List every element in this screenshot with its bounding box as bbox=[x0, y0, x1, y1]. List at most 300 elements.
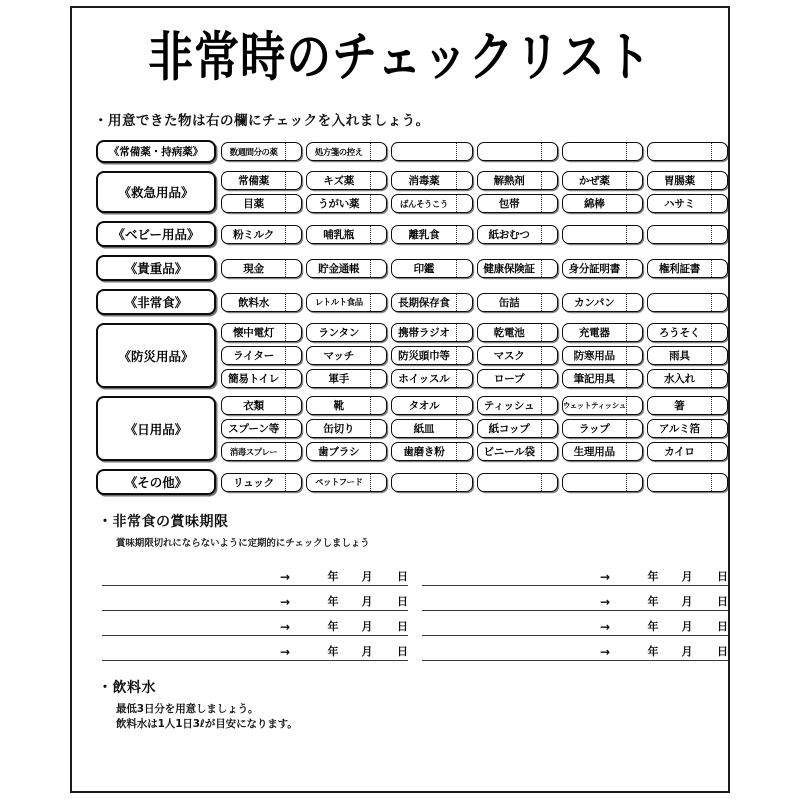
category-label: 《救急用品》 bbox=[96, 171, 216, 213]
expiry-date-entry[interactable] bbox=[102, 636, 408, 661]
category-items bbox=[221, 323, 728, 388]
checklist-item[interactable] bbox=[562, 442, 643, 461]
checklist-item-label: 歯磨き粉 bbox=[403, 446, 445, 458]
checklist-item[interactable] bbox=[477, 259, 558, 278]
checklist-item-label: 貯金通帳 bbox=[318, 262, 360, 275]
checklist-item[interactable] bbox=[647, 225, 728, 244]
checklist-item-checkbox[interactable] bbox=[541, 443, 557, 460]
checklist-item[interactable] bbox=[391, 369, 472, 388]
category-label: 《貴重品》 bbox=[96, 255, 216, 281]
checklist-item-checkbox[interactable] bbox=[711, 143, 727, 160]
checklist-item-label: 権利証書 bbox=[658, 262, 701, 275]
checklist-item-label bbox=[648, 226, 711, 243]
checklist-item-label: 水入れ bbox=[663, 373, 695, 385]
checklist-item[interactable] bbox=[647, 323, 728, 342]
checklist-item-label: 現金 bbox=[243, 262, 264, 275]
checklist-item[interactable] bbox=[221, 259, 302, 278]
checklist-item-checkbox[interactable] bbox=[370, 172, 386, 189]
item-row bbox=[221, 194, 728, 213]
checklist-item-checkbox[interactable] bbox=[626, 195, 642, 212]
checklist-item-label: キズ薬 bbox=[323, 175, 355, 187]
expiry-date-entry[interactable] bbox=[102, 561, 408, 586]
checklist-item-checkbox[interactable] bbox=[285, 195, 301, 212]
checklist-item-label: ランタン bbox=[318, 327, 360, 339]
checklist-item-checkbox[interactable] bbox=[626, 294, 642, 311]
item-row bbox=[221, 142, 728, 161]
category-label: 《その他》 bbox=[96, 469, 216, 495]
checklist-item-label: 缶切り bbox=[323, 423, 355, 435]
checklist-item[interactable] bbox=[562, 171, 643, 190]
expiry-section bbox=[72, 511, 728, 661]
category-label: 《日用品》 bbox=[96, 396, 216, 461]
checklist-item-label: ビニール袋 bbox=[483, 446, 535, 458]
checklist-item-label: 衣類 bbox=[243, 400, 264, 412]
water-line-1: 最低3日分を用意しましょう。 bbox=[116, 703, 259, 715]
checklist-item-label: 缶詰 bbox=[498, 296, 520, 309]
category-label: 《防災用品》 bbox=[96, 323, 216, 388]
checklist-item-label: スプーン等 bbox=[228, 423, 280, 435]
checklist-item-label: 防災頭巾等 bbox=[398, 350, 450, 362]
checklist-item[interactable] bbox=[306, 473, 387, 492]
checklist-item[interactable] bbox=[562, 293, 643, 312]
checklist-item-label: 粉ミルク bbox=[233, 228, 275, 241]
checklist-item-checkbox[interactable] bbox=[456, 347, 472, 364]
checklist-item-label: 紙コップ bbox=[488, 423, 530, 435]
checklist-category-row bbox=[96, 323, 728, 388]
date-unit-month: 月 bbox=[361, 595, 373, 608]
checklist-item-label: 筆記用具 bbox=[573, 373, 615, 385]
category-items bbox=[221, 171, 728, 213]
checklist-item-checkbox[interactable] bbox=[456, 143, 472, 160]
checklist-item-label: 簡易トイレ bbox=[228, 373, 280, 385]
checklist-item-label: カイロ bbox=[664, 446, 695, 458]
category-items bbox=[221, 469, 728, 495]
checklist-item-checkbox[interactable] bbox=[711, 397, 727, 414]
checklist-item[interactable] bbox=[306, 259, 387, 278]
checklist-item[interactable] bbox=[391, 259, 472, 278]
checklist-item[interactable] bbox=[306, 346, 387, 365]
checklist-item[interactable] bbox=[306, 142, 387, 161]
checklist-item-checkbox[interactable] bbox=[626, 370, 642, 387]
checklist-item-checkbox[interactable] bbox=[370, 443, 386, 460]
checklist-item-checkbox[interactable] bbox=[456, 420, 472, 437]
expiry-date-entry[interactable] bbox=[422, 611, 728, 636]
checklist-item-checkbox[interactable] bbox=[456, 397, 472, 414]
checklist-item[interactable] bbox=[562, 259, 643, 278]
checklist-item-checkbox[interactable] bbox=[626, 226, 642, 243]
checklist-item[interactable] bbox=[477, 369, 558, 388]
checklist-item-checkbox[interactable] bbox=[541, 172, 557, 189]
checklist-item-label: ハサミ bbox=[663, 198, 695, 210]
checklist-item-checkbox[interactable] bbox=[711, 172, 727, 189]
category-items bbox=[221, 289, 728, 315]
checklist-item-label: ペットフード bbox=[315, 477, 363, 487]
date-unit-year: 年 bbox=[647, 595, 659, 608]
date-unit-year: 年 bbox=[647, 570, 659, 583]
checklist-item-label: 包帯 bbox=[498, 198, 520, 210]
checklist-item-label: リュック bbox=[233, 476, 275, 489]
checklist-item[interactable] bbox=[391, 323, 472, 342]
checklist-item-label: ロープ bbox=[493, 373, 525, 385]
checklist-item[interactable] bbox=[477, 419, 558, 438]
page-title: 非常時のチェックリスト bbox=[148, 25, 652, 88]
date-unit-year: 年 bbox=[327, 620, 339, 633]
checklist-item[interactable] bbox=[391, 442, 472, 461]
checklist-item-checkbox[interactable] bbox=[541, 195, 557, 212]
checklist-item-label: 靴 bbox=[333, 400, 344, 412]
checklist-item-checkbox[interactable] bbox=[541, 324, 557, 341]
checklist-item[interactable] bbox=[221, 473, 302, 492]
checklist-item[interactable] bbox=[562, 194, 643, 213]
checklist-item-checkbox[interactable] bbox=[626, 397, 642, 414]
checklist-item-label: 目薬 bbox=[243, 198, 264, 210]
checklist-item-label: 解熱剤 bbox=[493, 175, 525, 187]
checklist-item-checkbox[interactable] bbox=[711, 226, 727, 243]
checklist-item[interactable] bbox=[477, 323, 558, 342]
checklist-item-label: かぜ薬 bbox=[578, 175, 610, 187]
checklist-item-label: 健康保険証 bbox=[483, 262, 535, 275]
checklist-item[interactable] bbox=[306, 396, 387, 415]
checklist-item[interactable] bbox=[647, 346, 728, 365]
checklist-item-label bbox=[478, 143, 541, 160]
checklist-item[interactable] bbox=[562, 346, 643, 365]
date-unit-year: 年 bbox=[327, 570, 339, 583]
arrow-icon: → bbox=[279, 645, 290, 659]
checklist-item-label: マスク bbox=[493, 350, 525, 362]
date-unit-year: 年 bbox=[327, 595, 339, 608]
checklist-item[interactable] bbox=[647, 396, 728, 415]
date-unit-day: 日 bbox=[717, 595, 728, 608]
checklist-item-checkbox[interactable] bbox=[541, 347, 557, 364]
category-items bbox=[221, 140, 728, 163]
checklist-item-checkbox[interactable] bbox=[711, 420, 727, 437]
checklist-item[interactable] bbox=[477, 194, 558, 213]
checklist-item[interactable] bbox=[477, 171, 558, 190]
checklist-item[interactable] bbox=[221, 346, 302, 365]
checklist-item-label: 身分証明書 bbox=[568, 262, 621, 275]
checklist-item[interactable] bbox=[477, 142, 558, 161]
checklist-item[interactable] bbox=[391, 473, 472, 492]
checklist-item-checkbox[interactable] bbox=[626, 420, 642, 437]
checklist-item-label: ばんそうこう bbox=[400, 198, 448, 209]
checklist-item-checkbox[interactable] bbox=[711, 474, 727, 491]
checklist-category-row bbox=[96, 396, 728, 461]
expiry-date-entry[interactable] bbox=[102, 586, 408, 611]
checklist-item-checkbox[interactable] bbox=[711, 443, 727, 460]
arrow-icon: → bbox=[599, 570, 610, 584]
checklist-item[interactable] bbox=[647, 369, 728, 388]
item-row bbox=[221, 396, 728, 415]
checklist-item-checkbox[interactable] bbox=[456, 370, 472, 387]
checklist-item-checkbox[interactable] bbox=[285, 474, 301, 491]
date-unit-day: 日 bbox=[397, 570, 408, 583]
checklist-item-label: 充電器 bbox=[578, 327, 610, 339]
expiry-heading: ・非常食の賞味期限 bbox=[98, 514, 229, 530]
checklist-item-label: 消毒薬 bbox=[408, 175, 440, 187]
checklist-item[interactable] bbox=[647, 259, 728, 278]
checklist-item[interactable] bbox=[221, 171, 302, 190]
checklist-item-checkbox[interactable] bbox=[456, 324, 472, 341]
checklist-item[interactable] bbox=[306, 369, 387, 388]
expiry-date-entry[interactable] bbox=[422, 561, 728, 586]
checklist-item[interactable] bbox=[647, 442, 728, 461]
expiry-date-column bbox=[102, 561, 408, 661]
checklist-item-checkbox[interactable] bbox=[285, 397, 301, 414]
category-label: 《非常食》 bbox=[96, 289, 216, 315]
checklist-item-checkbox[interactable] bbox=[626, 143, 642, 160]
checklist-item[interactable] bbox=[306, 171, 387, 190]
checklist-item-label: 乾電池 bbox=[493, 327, 525, 339]
checklist-item[interactable] bbox=[562, 396, 643, 415]
checklist-item-checkbox[interactable] bbox=[285, 347, 301, 364]
checklist-item[interactable] bbox=[477, 293, 558, 312]
checklist-item-checkbox[interactable] bbox=[626, 260, 642, 277]
date-unit-month: 月 bbox=[681, 620, 693, 633]
checklist-item-checkbox[interactable] bbox=[711, 324, 727, 341]
checklist-item-label: マッチ bbox=[323, 350, 354, 362]
checklist-item-label: 離乳食 bbox=[408, 228, 440, 241]
checklist-item[interactable] bbox=[477, 442, 558, 461]
checklist-item-checkbox[interactable] bbox=[626, 324, 642, 341]
checklist-item-checkbox[interactable] bbox=[456, 195, 472, 212]
date-unit-day: 日 bbox=[717, 620, 728, 633]
checklist-item[interactable] bbox=[221, 369, 302, 388]
checklist-item[interactable] bbox=[562, 323, 643, 342]
checklist-item-label bbox=[648, 474, 711, 491]
checklist-item[interactable] bbox=[391, 396, 472, 415]
checklist-item[interactable] bbox=[391, 171, 472, 190]
checklist-item[interactable] bbox=[647, 171, 728, 190]
checklist-item[interactable] bbox=[477, 473, 558, 492]
checklist-item-label: 常備薬 bbox=[238, 175, 270, 187]
date-unit-year: 年 bbox=[327, 645, 339, 658]
checklist-item[interactable] bbox=[221, 225, 302, 244]
checklist-item-checkbox[interactable] bbox=[541, 420, 557, 437]
checklist-item[interactable] bbox=[477, 396, 558, 415]
date-unit-day: 日 bbox=[397, 595, 408, 608]
expiry-date-entry[interactable] bbox=[102, 611, 408, 636]
item-row bbox=[221, 225, 728, 244]
item-row bbox=[221, 419, 728, 438]
checklist-item[interactable] bbox=[647, 194, 728, 213]
checklist-item[interactable] bbox=[221, 142, 302, 161]
arrow-icon: → bbox=[599, 645, 610, 659]
checklist-item[interactable] bbox=[647, 473, 728, 492]
checklist-item[interactable] bbox=[221, 419, 302, 438]
checklist-item[interactable] bbox=[306, 194, 387, 213]
date-unit-month: 月 bbox=[361, 620, 373, 633]
checklist-item-checkbox[interactable] bbox=[285, 294, 301, 311]
checklist-item-label bbox=[648, 294, 711, 311]
checklist-item-label: ラップ bbox=[578, 423, 610, 435]
item-row bbox=[221, 323, 728, 342]
checklist-item[interactable] bbox=[221, 323, 302, 342]
checklist-item[interactable] bbox=[562, 419, 643, 438]
checklist-item-checkbox[interactable] bbox=[370, 397, 386, 414]
date-unit-month: 月 bbox=[681, 595, 693, 608]
date-unit-year: 年 bbox=[647, 645, 659, 658]
checklist-item-checkbox[interactable] bbox=[541, 397, 557, 414]
date-unit-month: 月 bbox=[681, 570, 693, 583]
expiry-date-grid bbox=[102, 561, 728, 661]
water-body bbox=[116, 702, 728, 732]
checklist-item-label: タオル bbox=[408, 400, 440, 412]
checklist-item-label: 携帯ラジオ bbox=[398, 327, 450, 339]
checklist-item[interactable] bbox=[221, 194, 302, 213]
checklist-item-checkbox[interactable] bbox=[711, 294, 727, 311]
item-row bbox=[221, 171, 728, 190]
checklist-item-label bbox=[392, 474, 455, 491]
checklist-item-label bbox=[563, 226, 626, 243]
checklist-item[interactable] bbox=[221, 396, 302, 415]
checklist-item-label: 数週間分の薬 bbox=[229, 146, 278, 157]
checklist-item[interactable] bbox=[391, 346, 472, 365]
checklist-item[interactable] bbox=[306, 419, 387, 438]
checklist-item[interactable] bbox=[477, 346, 558, 365]
checklist-item-checkbox[interactable] bbox=[370, 294, 386, 311]
checklist-item-checkbox[interactable] bbox=[285, 172, 301, 189]
checklist-item-checkbox[interactable] bbox=[626, 347, 642, 364]
checklist-item[interactable] bbox=[306, 323, 387, 342]
checklist-item[interactable] bbox=[391, 419, 472, 438]
checklist-item-checkbox[interactable] bbox=[370, 143, 386, 160]
checklist-item-label: 綿棒 bbox=[583, 198, 605, 210]
checklist-item-checkbox[interactable] bbox=[541, 370, 557, 387]
checklist-item[interactable] bbox=[391, 142, 472, 161]
checklist-item-label: 印鑑 bbox=[413, 262, 435, 275]
date-unit-month: 月 bbox=[361, 645, 373, 658]
checklist-item-checkbox[interactable] bbox=[541, 474, 557, 491]
checklist-item-label: 懐中電灯 bbox=[232, 327, 275, 339]
checklist-item-checkbox[interactable] bbox=[285, 324, 301, 341]
water-line-2: 飲料水は1人1日3ℓが目安になります。 bbox=[116, 718, 298, 731]
item-row bbox=[221, 259, 728, 278]
checklist-category-row bbox=[96, 469, 728, 495]
checklist-item-checkbox[interactable] bbox=[711, 370, 727, 387]
checklist-category-row bbox=[96, 289, 728, 315]
checklist-table bbox=[72, 140, 728, 495]
checklist-item-checkbox[interactable] bbox=[626, 172, 642, 189]
date-unit-day: 日 bbox=[397, 620, 408, 633]
checklist-item-checkbox[interactable] bbox=[285, 260, 301, 277]
checklist-item-label: 箸 bbox=[674, 400, 685, 412]
checklist-category-row bbox=[96, 140, 728, 163]
date-unit-month: 月 bbox=[361, 570, 373, 583]
checklist-item-checkbox[interactable] bbox=[456, 260, 472, 277]
checklist-item-checkbox[interactable] bbox=[370, 226, 386, 243]
arrow-icon: → bbox=[599, 620, 610, 634]
checklist-item-label: 歯ブラシ bbox=[318, 446, 360, 458]
checklist-item[interactable] bbox=[647, 293, 728, 312]
checklist-item-label: 紙皿 bbox=[413, 423, 435, 435]
checklist-item-checkbox[interactable] bbox=[456, 294, 472, 311]
water-section bbox=[72, 677, 728, 732]
checklist-item-checkbox[interactable] bbox=[370, 324, 386, 341]
checklist-item[interactable] bbox=[306, 293, 387, 312]
checklist-item[interactable] bbox=[391, 194, 472, 213]
checklist-item-checkbox[interactable] bbox=[541, 294, 557, 311]
checklist-item[interactable] bbox=[562, 369, 643, 388]
checklist-item-label bbox=[478, 474, 541, 491]
instruction-text: ・用意できた物は右の欄にチェックを入れましょう。 bbox=[94, 113, 430, 129]
checklist-item[interactable] bbox=[306, 225, 387, 244]
checklist-item-label: ライター bbox=[233, 350, 275, 362]
checklist-item-checkbox[interactable] bbox=[711, 260, 727, 277]
checklist-item-checkbox[interactable] bbox=[541, 260, 557, 277]
checklist-item[interactable] bbox=[562, 225, 643, 244]
checklist-item[interactable] bbox=[562, 142, 643, 161]
checklist-item-checkbox[interactable] bbox=[370, 370, 386, 387]
checklist-item-checkbox[interactable] bbox=[456, 172, 472, 189]
checklist-item-label: ウェットティッシュ bbox=[562, 401, 626, 410]
checklist-item-label: 長期保存食 bbox=[398, 296, 450, 309]
checklist-item-checkbox[interactable] bbox=[370, 195, 386, 212]
checklist-item[interactable] bbox=[306, 442, 387, 461]
checklist-item-checkbox[interactable] bbox=[285, 443, 301, 460]
item-row bbox=[221, 442, 728, 461]
checklist-item-checkbox[interactable] bbox=[370, 347, 386, 364]
checklist-item-checkbox[interactable] bbox=[541, 143, 557, 160]
checklist-item[interactable] bbox=[477, 225, 558, 244]
checklist-item-checkbox[interactable] bbox=[370, 260, 386, 277]
checklist-category-row bbox=[96, 171, 728, 213]
checklist-item-label: 軍手 bbox=[328, 373, 350, 385]
checklist-item-checkbox[interactable] bbox=[626, 443, 642, 460]
checklist-item-label: 消毒スプレー bbox=[229, 446, 278, 457]
checklist-item-label: ティッシュ bbox=[483, 400, 535, 412]
checklist-item-checkbox[interactable] bbox=[626, 474, 642, 491]
checklist-item-checkbox[interactable] bbox=[456, 443, 472, 460]
printable-sheet bbox=[70, 6, 730, 793]
checklist-item-checkbox[interactable] bbox=[541, 226, 557, 243]
checklist-item-label bbox=[563, 143, 626, 160]
checklist-item-checkbox[interactable] bbox=[456, 474, 472, 491]
checklist-item-checkbox[interactable] bbox=[456, 226, 472, 243]
checklist-item-label: レトルト食品 bbox=[314, 297, 363, 307]
category-label: 《常備薬・持病薬》 bbox=[96, 140, 216, 163]
checklist-item[interactable] bbox=[391, 225, 472, 244]
checklist-item[interactable] bbox=[391, 293, 472, 312]
checklist-item[interactable] bbox=[562, 473, 643, 492]
expiry-date-entry[interactable] bbox=[422, 636, 728, 661]
expiry-date-entry[interactable] bbox=[422, 586, 728, 611]
expiry-subtitle: 賞味期限切れにならないように定期的にチェックしましょう bbox=[116, 538, 370, 549]
checklist-item-checkbox[interactable] bbox=[285, 143, 301, 160]
category-label: 《ベビー用品》 bbox=[96, 221, 216, 247]
date-unit-day: 日 bbox=[717, 570, 728, 583]
category-items bbox=[221, 221, 728, 247]
checklist-item-checkbox[interactable] bbox=[285, 420, 301, 437]
checklist-item[interactable] bbox=[221, 293, 302, 312]
checklist-item-label: ホイッスル bbox=[398, 373, 450, 385]
checklist-item-checkbox[interactable] bbox=[370, 474, 386, 491]
checklist-item-checkbox[interactable] bbox=[285, 226, 301, 243]
expiry-date-column bbox=[422, 561, 728, 661]
checklist-item-label: 処方箋の控え bbox=[314, 146, 363, 157]
category-items bbox=[221, 396, 728, 461]
checklist-item-checkbox[interactable] bbox=[711, 347, 727, 364]
date-unit-day: 日 bbox=[717, 645, 728, 658]
checklist-item-label: ろうそく bbox=[658, 327, 701, 339]
date-unit-month: 月 bbox=[681, 645, 693, 658]
checklist-item[interactable] bbox=[221, 442, 302, 461]
checklist-item-label: 飲料水 bbox=[238, 296, 270, 309]
checklist-item-checkbox[interactable] bbox=[711, 195, 727, 212]
checklist-item-checkbox[interactable] bbox=[370, 420, 386, 437]
checklist-item[interactable] bbox=[647, 419, 728, 438]
checklist-item[interactable] bbox=[647, 142, 728, 161]
checklist-item-checkbox[interactable] bbox=[285, 370, 301, 387]
